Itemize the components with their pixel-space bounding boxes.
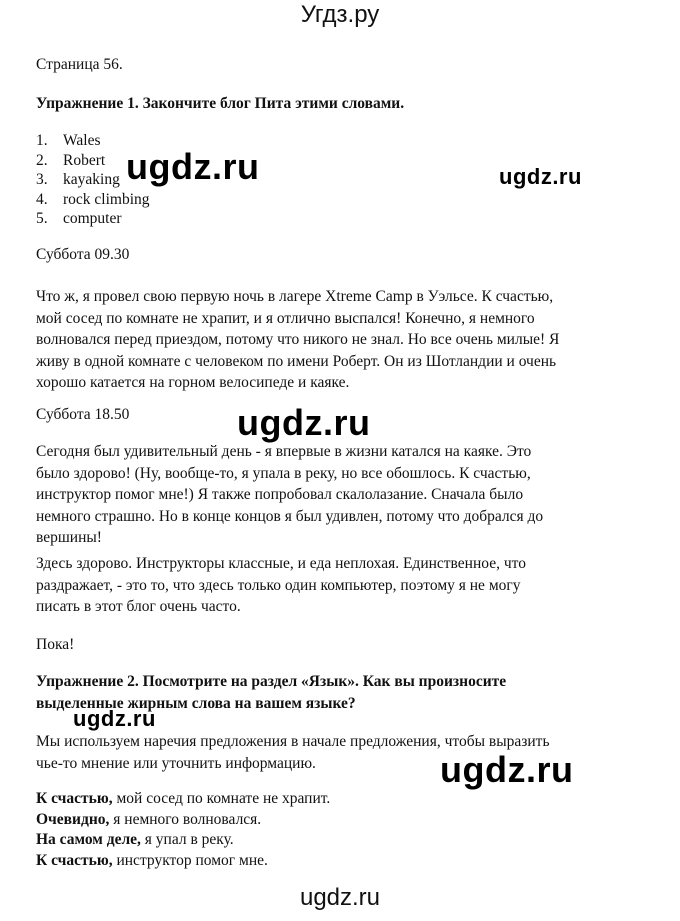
example-rest: мой сосед по комнате не храпит.: [112, 790, 331, 807]
item-text: computer: [63, 210, 122, 227]
watermark: ugdz.ru: [237, 402, 371, 443]
paragraph-line: Что ж, я провел свою первую ночь в лагере Xtreme Camp в Уэльсе. К счастью,: [36, 288, 554, 305]
entry2-paragraph: [36, 441, 646, 549]
paragraph-line: писать в этот блог очень часто.: [36, 598, 241, 615]
page-label: Страница 56.: [36, 56, 123, 73]
paragraph-line: раздражает, - это то, что здесь только один компьютер, поэтому я не могу: [36, 576, 521, 594]
paragraph-line: Сегодня был удивительный день - я впервые в жизни катался на каяке. Это: [36, 443, 532, 460]
paragraph-line: было здорово! (Ну, вообще-то, я упала в реку, но все обошлось. К счастью,: [36, 464, 531, 482]
paragraph-line: волновался перед приездом, потому что никого не знал. Но все очень милые! Я: [36, 331, 560, 348]
watermark: ugdz.ru: [73, 706, 156, 731]
list-item: [36, 209, 150, 229]
item-number: 5.: [36, 210, 48, 227]
example-adverb: К счастью,: [36, 790, 113, 807]
example-adverb: Очевидно,: [36, 810, 110, 828]
exercise1-title: Упражнение 1. Закончите блог Пита этими словами.: [36, 95, 405, 112]
paragraph-line: Здесь здорово. Инструкторы классные, и еда неплохая. Единственное, что: [36, 555, 526, 572]
list-item: [36, 190, 150, 210]
paragraph-line: инструктор помог мне!) Я также попробовал скалолазание. Сначала было: [36, 486, 524, 503]
footer-watermark: ugdz.ru: [299, 884, 381, 911]
intro-line: чье-то мнение или уточнить информацию.: [36, 754, 316, 772]
entry1-time: Суббота 09.30: [36, 246, 130, 263]
example-rest: я немного волновался.: [109, 810, 262, 828]
paragraph-line: хорошо катается на горном велосипеде и каяке.: [36, 374, 350, 391]
item-number: 3.: [36, 171, 48, 188]
paragraph-line: вершины!: [36, 529, 102, 546]
example-adverb: На самом деле,: [36, 831, 141, 848]
title-line: выделенные жирным слова на вашем языке?: [36, 694, 356, 712]
paragraph-line: живу в одной комнате с человеком по имени Роберт. Он из Шотландии и очень: [36, 352, 557, 370]
paragraph-line: мой сосед по комнате не храпит, и я отлично выспался! Конечно, я немного: [36, 309, 535, 327]
example-line: [36, 810, 646, 831]
examples-list: [36, 789, 646, 871]
item-text: Wales: [63, 132, 101, 149]
item-number: 2.: [36, 151, 48, 169]
item-text: kayaking: [63, 171, 120, 188]
entry2-time: Суббота 18.50: [36, 406, 130, 423]
watermark: ugdz.ru: [440, 749, 574, 790]
item-text: Robert: [63, 151, 106, 169]
title-line: Упражнение 2. Посмотрите на раздел «Язык». Как вы произносите: [36, 673, 507, 690]
watermark: ugdz.ru: [126, 146, 260, 187]
site-title: Угдз.ру: [300, 1, 380, 28]
entry3-paragraph: [36, 553, 646, 618]
intro-line: Мы используем наречия предложения в начале предложения, чтобы выразить: [36, 733, 550, 750]
watermark: ugdz.ru: [499, 164, 582, 189]
example-line: [36, 851, 646, 872]
item-text: rock climbing: [63, 190, 150, 208]
example-rest: я упал в реку.: [140, 831, 234, 848]
item-number: 1.: [36, 132, 48, 149]
example-line: [36, 789, 646, 810]
signoff: Пока!: [36, 636, 75, 653]
item-number: 4.: [36, 190, 48, 208]
paragraph-line: немного страшно. Но в конце концов я был удивлен, потому что добрался до: [36, 507, 544, 525]
example-adverb: К счастью,: [36, 851, 113, 869]
example-line: [36, 830, 646, 851]
example-rest: инструктор помог мне.: [112, 851, 268, 869]
entry1-paragraph: [36, 286, 646, 394]
